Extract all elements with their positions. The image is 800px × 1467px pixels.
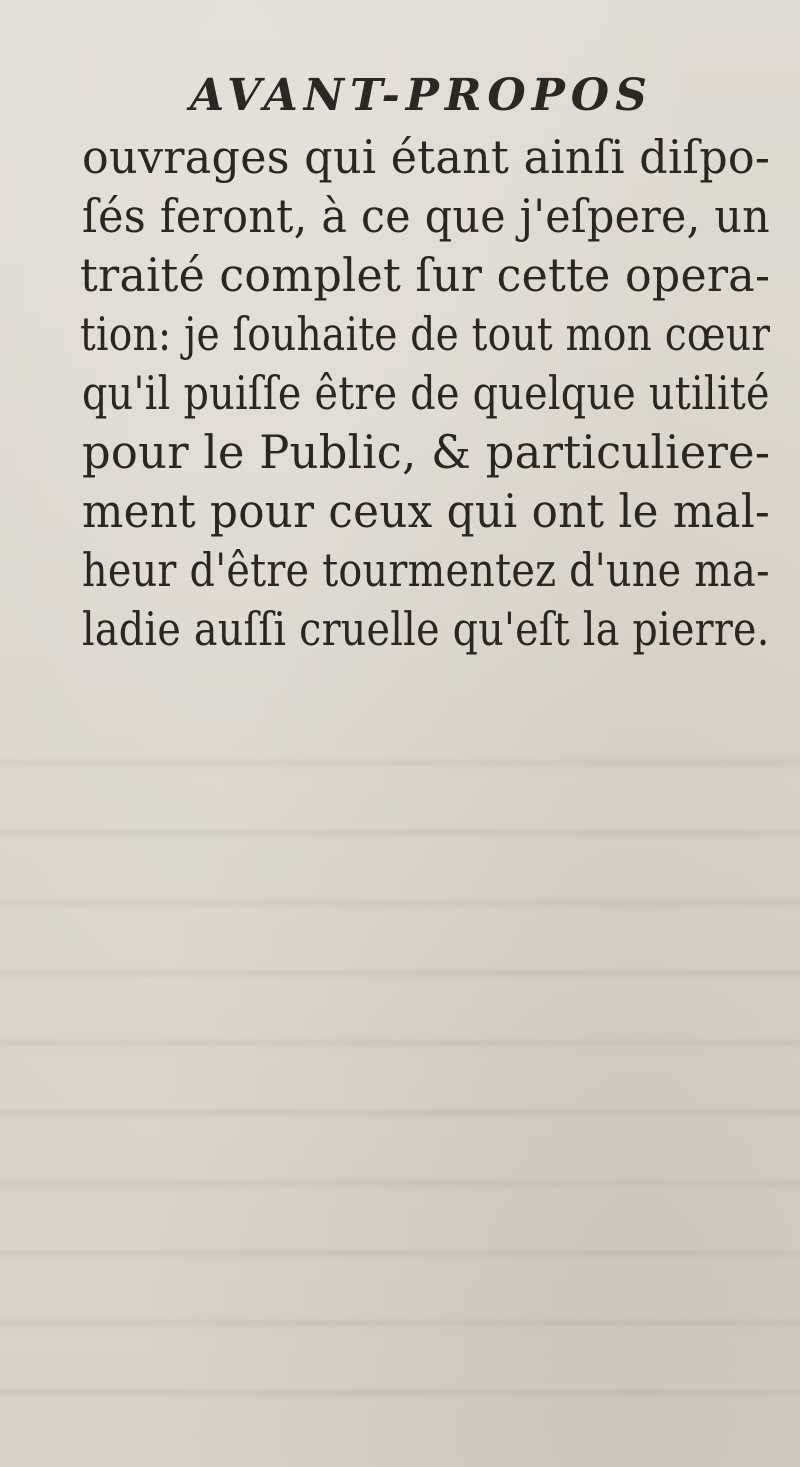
text-line: ment pour ceux qui ont le mal- xyxy=(82,484,771,538)
text-line: qu'il puiſſe être de quelque utilité xyxy=(82,366,770,420)
text-line: ouvrages qui étant ainſi diſpo- xyxy=(82,130,771,184)
text-line: pour le Public, & particuliere- xyxy=(82,425,771,479)
text-line: heur d'être tourmentez d'une ma- xyxy=(82,543,770,597)
text-line: tion: je ſouhaite de tout mon cœur xyxy=(80,307,771,361)
text-line: ſés feront, à ce que j'eſpere, un xyxy=(82,189,770,243)
running-header: AVANT-PROPOS xyxy=(190,70,653,121)
body-text xyxy=(40,128,780,659)
text-line: ladie auſſi cruelle qu'eſt la pierre. xyxy=(82,602,770,656)
text-line: traité complet ſur cette opera- xyxy=(80,248,771,302)
show-through-texture xyxy=(0,700,800,1420)
